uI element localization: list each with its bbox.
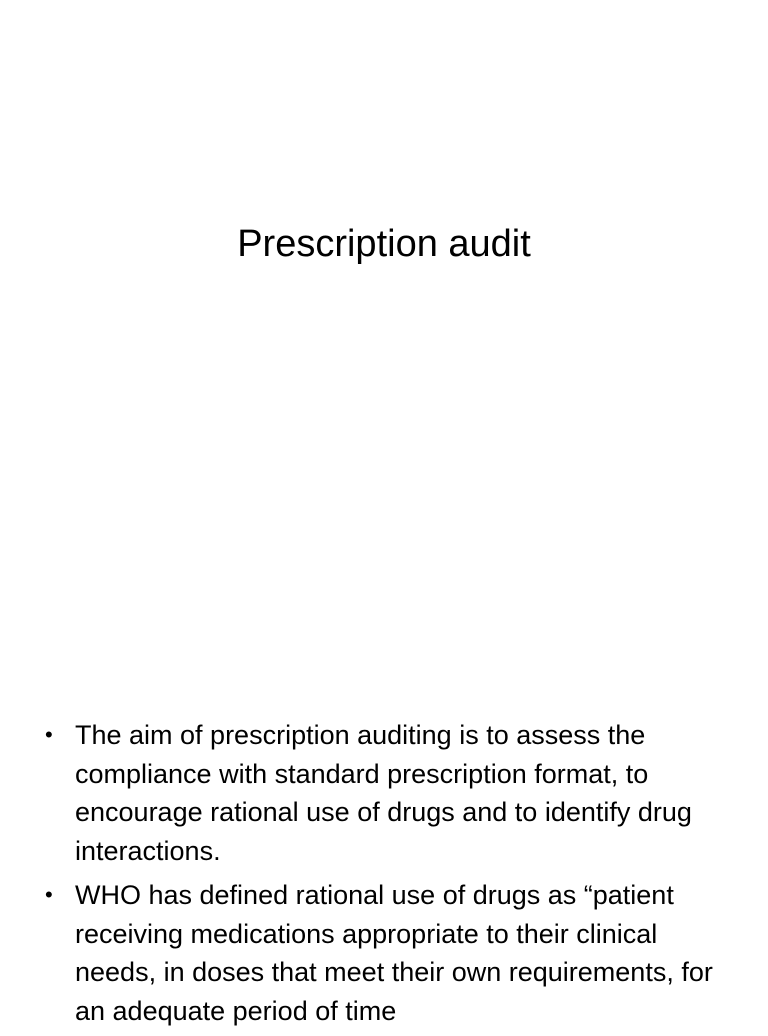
bullet-dot-icon: • [45,882,53,907]
bullet-item [40,876,730,1030]
bullet-dot-icon: • [45,722,53,747]
bullet-item [40,716,730,870]
bullet-text: The aim of prescription auditing is to assess the compliance with standard prescription format, to encourage rational use of drugs and to identify drug interactions. [75,720,692,866]
bullet-list [40,716,730,1036]
bullet-text: WHO has defined rational use of drugs as “patient receiving medications appropriate to their clinical needs, in doses that meet their own requirements, for an adequate period of time [75,880,713,1026]
slide-title: Prescription audit [237,223,531,265]
